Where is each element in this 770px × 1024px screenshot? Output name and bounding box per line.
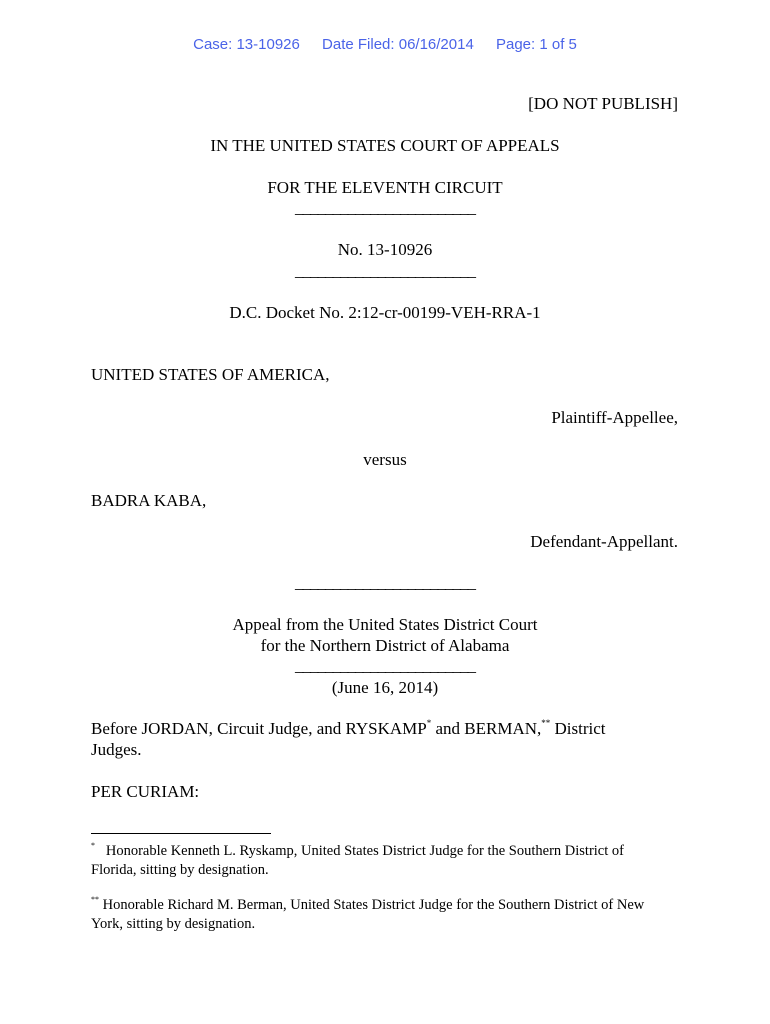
footnote-line: York, sitting by designation. (91, 916, 256, 932)
page-count-header: Page: 1 of 5 (495, 36, 577, 53)
panel-line (91, 719, 606, 739)
plaintiff-name: UNITED STATES OF AMERICA, (91, 365, 330, 384)
court-name: IN THE UNITED STATES COURT OF APPEALS (210, 136, 560, 155)
footnote (91, 842, 681, 880)
decision-date: (June 16, 2014) (331, 678, 439, 697)
filing-header (0, 36, 770, 53)
panel-text: and BERMAN, (431, 719, 542, 738)
date-filed-header: Date Filed: 06/16/2014 (322, 36, 474, 53)
versus-text: versus (363, 450, 407, 469)
panel-line-2: Judges. (91, 740, 142, 759)
panel-text: Before JORDAN, Circuit Judge, and RYSKAMP (91, 719, 427, 738)
defendant-name: BADRA KABA, (91, 491, 207, 510)
footnote-line (91, 842, 681, 861)
defendant-role: Defendant-Appellant. (530, 532, 678, 551)
divider-rule: ________________________ (295, 198, 475, 217)
plaintiff-role: Plaintiff-Appellee, (551, 408, 678, 427)
appeal-origin-line2: for the Northern District of Alabama (260, 636, 510, 655)
per-curiam-heading: PER CURIAM: (91, 782, 200, 801)
publish-note: [DO NOT PUBLISH] (528, 94, 678, 113)
footnote-marker[interactable]: * (426, 718, 432, 728)
footnote-marker[interactable]: ** (541, 718, 551, 728)
footnote-line (91, 896, 681, 915)
divider-rule: ________________________ (295, 656, 475, 675)
docket-number: D.C. Docket No. 2:12-cr-00199-VEH-RRA-1 (229, 303, 541, 322)
footnote-mark: ** (91, 895, 99, 904)
footnote-line: Florida, sitting by designation. (91, 862, 269, 878)
divider-rule: ________________________ (295, 261, 475, 280)
case-number: No. 13-10926 (337, 240, 433, 259)
footnote-text: Honorable Richard M. Berman, United States District Judge for the Southern District of New (102, 897, 645, 913)
case-number-header: Case: 13-10926 (193, 36, 300, 53)
panel-text: District (550, 719, 606, 738)
appeal-origin-line1: Appeal from the United States District Court (232, 615, 538, 634)
divider-rule: ________________________ (295, 573, 475, 592)
circuit-name: FOR THE ELEVENTH CIRCUIT (267, 178, 503, 197)
footnote (91, 896, 681, 934)
footnote-mark: * (91, 841, 95, 850)
footnote-text: Honorable Kenneth L. Ryskamp, United States District Judge for the Southern District of (105, 843, 624, 859)
footnote-divider (91, 833, 271, 834)
